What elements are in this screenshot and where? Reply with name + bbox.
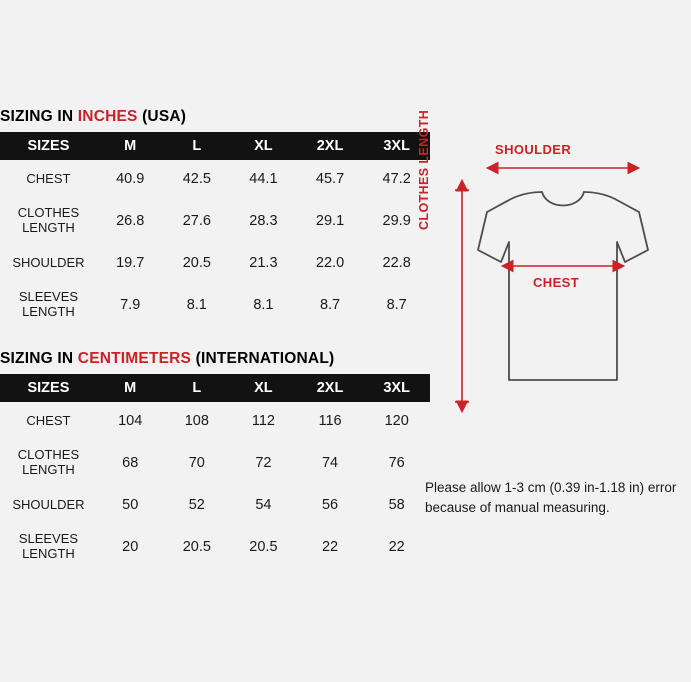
cell-shoulder-xl: 21.3 [230, 244, 297, 282]
column-header-2xl: 2XL [297, 374, 364, 402]
column-header-xl: XL [230, 374, 297, 402]
centimeters-table-header [0, 374, 430, 402]
cell-chest-3xl: 47.2 [363, 160, 430, 198]
clothes-length-measure-label: CLOTHES LENGTH [417, 109, 431, 230]
row-label-chest: CHEST [0, 160, 97, 198]
row-label-chest: CHEST [0, 402, 97, 440]
size-tables-column [0, 108, 430, 570]
table-row [0, 160, 430, 198]
table-row [0, 244, 430, 282]
table-row [0, 282, 430, 328]
row-label-sleeves-length: SLEEVES LENGTH [0, 282, 97, 328]
cell-shoulder-2xl: 56 [297, 486, 364, 524]
column-header-3xl: 3XL [363, 132, 430, 160]
centimeters-title-prefix: SIZING IN [0, 350, 78, 367]
inches-table-body [0, 160, 430, 328]
cell-chest-m: 40.9 [97, 160, 164, 198]
row-label-clothes-length: CLOTHES LENGTH [0, 198, 97, 244]
tshirt-outline [478, 192, 648, 380]
cell-chest-xl: 44.1 [230, 160, 297, 198]
cell-sleeves-length-l: 20.5 [164, 524, 231, 570]
table-header-row [0, 132, 430, 160]
column-header-3xl: 3XL [363, 374, 430, 402]
cell-shoulder-l: 20.5 [164, 244, 231, 282]
cell-chest-2xl: 116 [297, 402, 364, 440]
column-header-xl: XL [230, 132, 297, 160]
measurement-note: Please allow 1-3 cm (0.39 in-1.18 in) error because of manual measuring. [425, 480, 677, 515]
tshirt-illustration-icon [425, 130, 691, 420]
row-label-shoulder: SHOULDER [0, 244, 97, 282]
cell-shoulder-3xl: 58 [363, 486, 430, 524]
cell-clothes-length-2xl: 74 [297, 440, 364, 486]
centimeters-title-highlight: CENTIMETERS [77, 350, 192, 367]
cell-clothes-length-m: 26.8 [97, 198, 164, 244]
centimeters-title-suffix: (INTERNATIONAL) [191, 350, 335, 367]
cell-sleeves-length-m: 7.9 [97, 282, 164, 328]
row-label-sleeves-length: SLEEVES LENGTH [0, 524, 97, 570]
clothes-length-dimension-arrow [455, 190, 469, 402]
table-header-row [0, 374, 430, 402]
column-header-m: M [97, 374, 164, 402]
cell-sleeves-length-2xl: 8.7 [297, 282, 364, 328]
chest-measure-label: CHEST [533, 275, 580, 290]
cell-shoulder-3xl: 22.8 [363, 244, 430, 282]
cell-shoulder-m: 50 [97, 486, 164, 524]
table-row [0, 486, 430, 524]
row-label-shoulder: SHOULDER [0, 486, 97, 524]
table-row [0, 198, 430, 244]
cell-clothes-length-3xl: 76 [363, 440, 430, 486]
cell-sleeves-length-m: 20 [97, 524, 164, 570]
centimeters-size-table [0, 374, 430, 570]
row-label-clothes-length: CLOTHES LENGTH [0, 440, 97, 486]
centimeters-table-body [0, 402, 430, 570]
cell-chest-3xl: 120 [363, 402, 430, 440]
cell-sleeves-length-l: 8.1 [164, 282, 231, 328]
cell-clothes-length-m: 68 [97, 440, 164, 486]
column-header-sizes: SIZES [0, 374, 97, 402]
cell-clothes-length-xl: 72 [230, 440, 297, 486]
table-row [0, 440, 430, 486]
cell-shoulder-l: 52 [164, 486, 231, 524]
cell-shoulder-m: 19.7 [97, 244, 164, 282]
cell-sleeves-length-xl: 8.1 [230, 282, 297, 328]
inches-title-prefix: SIZING IN [0, 108, 78, 125]
cell-clothes-length-3xl: 29.9 [363, 198, 430, 244]
cell-clothes-length-2xl: 29.1 [297, 198, 364, 244]
column-header-2xl: 2XL [297, 132, 364, 160]
table-row [0, 524, 430, 570]
cell-sleeves-length-2xl: 22 [297, 524, 364, 570]
cell-chest-m: 104 [97, 402, 164, 440]
cell-clothes-length-l: 27.6 [164, 198, 231, 244]
inches-table-header [0, 132, 430, 160]
column-header-sizes: SIZES [0, 132, 97, 160]
cell-shoulder-2xl: 22.0 [297, 244, 364, 282]
column-header-l: L [164, 132, 231, 160]
cell-chest-2xl: 45.7 [297, 160, 364, 198]
inches-title-suffix: (USA) [137, 108, 187, 125]
column-header-m: M [97, 132, 164, 160]
cell-sleeves-length-3xl: 8.7 [363, 282, 430, 328]
cell-chest-l: 42.5 [164, 160, 231, 198]
cell-clothes-length-l: 70 [164, 440, 231, 486]
cell-chest-xl: 112 [230, 402, 297, 440]
cell-sleeves-length-3xl: 22 [363, 524, 430, 570]
cell-sleeves-length-xl: 20.5 [230, 524, 297, 570]
shoulder-measure-label: SHOULDER [495, 142, 572, 157]
table-row [0, 402, 430, 440]
column-header-l: L [164, 374, 231, 402]
cell-shoulder-xl: 54 [230, 486, 297, 524]
section-divider [0, 328, 430, 350]
inches-title-highlight: INCHES [77, 108, 138, 125]
cell-chest-l: 108 [164, 402, 231, 440]
cell-clothes-length-xl: 28.3 [230, 198, 297, 244]
inches-section-title [0, 108, 430, 126]
inches-size-table [0, 132, 430, 328]
centimeters-section-title [0, 350, 430, 368]
